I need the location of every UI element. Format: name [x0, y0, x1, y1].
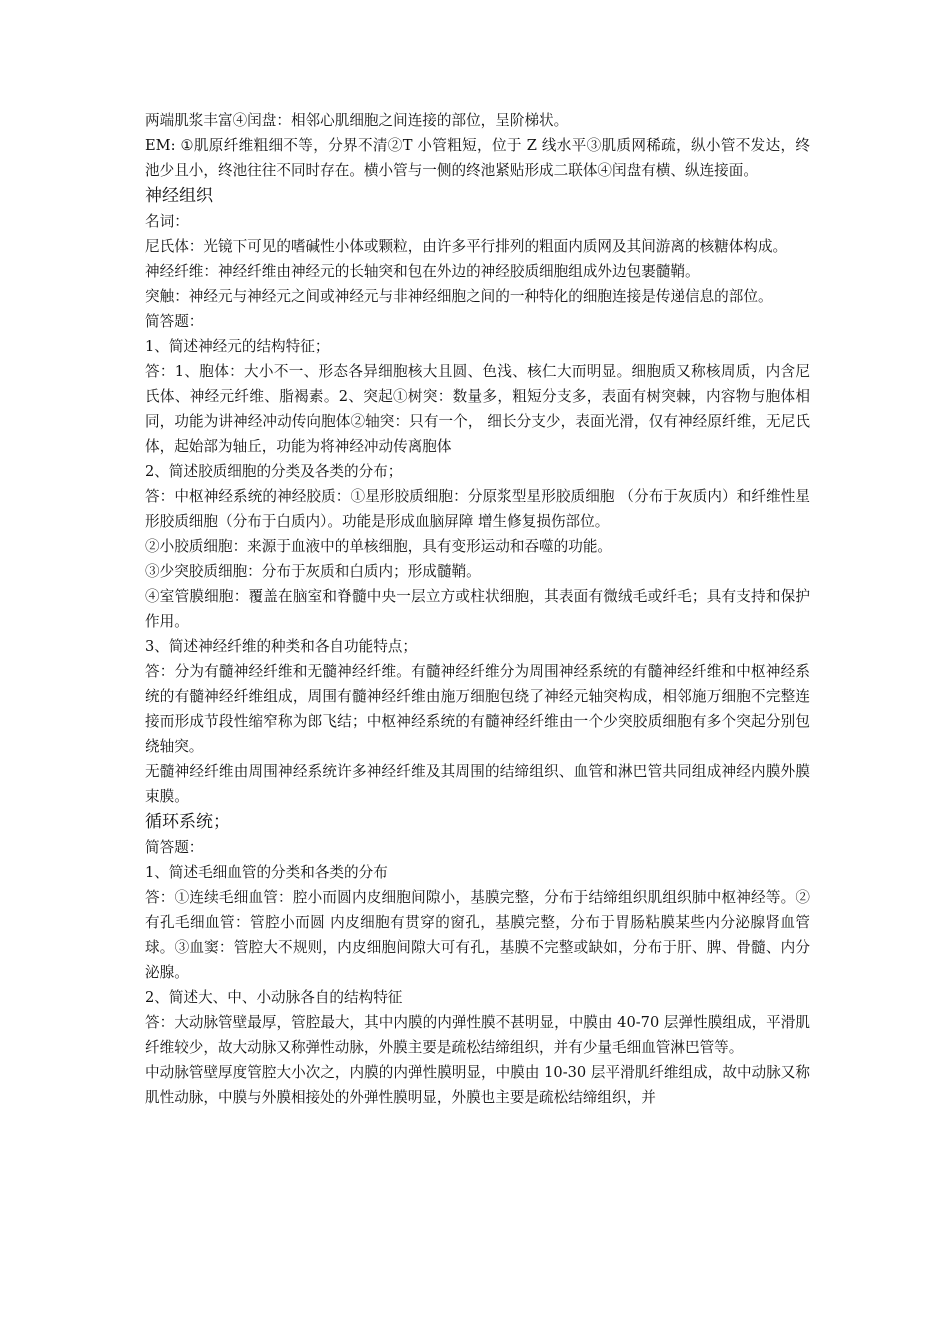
- paragraph: 简答题：: [145, 313, 204, 330]
- paragraph: 神经纤维：神经纤维由神经元的长轴突和包在外边的神经胶质细胞组成外边包裹髓鞘。: [145, 263, 700, 280]
- document-page: [145, 108, 810, 1110]
- section-heading: 神经组织: [145, 186, 213, 206]
- answer: 答：1、胞体：大小不一、形态各异细胞核大且圆、色浅、核仁大而明显。细胞质又称核周质，内含尼氏体、神经元纤维、脂褐素。2、突起①树突：数量多，粗短分支多，表面有树突棘，内容物与胞体相同，功能为讲神经冲动传向胞体②轴突：只有一个， 细长分支少，表面光滑，仅有神经原纤维，无尼氏体，起始部为轴丘，功能为将神经冲动传离胞体: [145, 363, 810, 455]
- answer: 答：①连续毛细血管：腔小而圆内皮细胞间隙小，基膜完整，分布于结缔组织肌组织肺中枢神经等。②有孔毛细血管：管腔小而圆 内皮细胞有贯穿的窗孔，基膜完整，分布于胃肠粘膜某些内分泌腺肾血管球。③血窦：管腔大不规则，内皮细胞间隙大可有孔，基膜不完整或缺如，分布于肝、脾、骨髓、内分泌腺。: [145, 889, 810, 981]
- section-heading: 循环系统；: [145, 812, 230, 832]
- answer: 答：中枢神经系统的神经胶质：①星形胶质细胞：分原浆型星形胶质细胞 （分布于灰质内）和纤维性星形胶质细胞（分布于白质内）。功能是形成血脑屏障 增生修复损伤部位。: [145, 488, 810, 530]
- question: 1、简述神经元的结构特征；: [145, 338, 330, 355]
- paragraph: 突触：神经元与神经元之间或神经元与非神经细胞之间的一种特化的细胞连接是传递信息的部位。: [145, 288, 773, 305]
- paragraph: ②小胶质细胞：来源于血液中的单核细胞，具有变形运动和吞噬的功能。: [145, 538, 613, 555]
- question: 3、简述神经纤维的种类和各自功能特点；: [145, 638, 417, 655]
- answer: 答：大动脉管壁最厚，管腔最大，其中内膜的内弹性膜不甚明显，中膜由 40-70 层弹性膜组成，平滑肌纤维较少，故大动脉又称弹性动脉，外膜主要是疏松结缔组织，并有少量毛细血管淋巴管等。: [145, 1014, 810, 1056]
- paragraph: 中动脉管壁厚度管腔大小次之，内膜的内弹性膜明显，中膜由 10-30 层平滑肌纤维组成，故中动脉又称肌性动脉，中膜与外膜相接处的外弹性膜明显，外膜也主要是疏松结缔组织，并: [145, 1064, 810, 1106]
- paragraph: ④室管膜细胞：覆盖在脑室和脊髓中央一层立方或柱状细胞，其表面有微绒毛或纤毛；具有支持和保护作用。: [145, 588, 810, 630]
- paragraph: 两端肌浆丰富④闰盘：相邻心肌细胞之间连接的部位，呈阶梯状。: [145, 112, 569, 129]
- question: 2、简述胶质细胞的分类及各类的分布；: [145, 463, 403, 480]
- question: 1、简述毛细血管的分类和各类的分布: [145, 864, 388, 881]
- paragraph: 无髓神经纤维由周围神经系统许多神经纤维及其周围的结缔组织、血管和淋巴管共同组成神经内膜外膜束膜。: [145, 763, 810, 805]
- paragraph: 名词：: [145, 213, 189, 230]
- question: 2、简述大、中、小动脉各自的结构特征: [145, 989, 403, 1006]
- paragraph: 简答题：: [145, 839, 204, 856]
- paragraph: EM: ①肌原纤维粗细不等，分界不清②T 小管粗短，位于 Z 线水平③肌质网稀疏，纵小管不发达，终池少且小，终池往往不同时存在。横小管与一侧的终池紧贴形成二联体④闰盘有横、纵连接面。: [145, 137, 810, 179]
- paragraph: 尼氏体：光镜下可见的嗜碱性小体或颗粒，由许多平行排列的粗面内质网及其间游离的核糖体构成。: [145, 238, 788, 255]
- answer: 答：分为有髓神经纤维和无髓神经纤维。有髓神经纤维分为周围神经系统的有髓神经纤维和中枢神经系统的有髓神经纤维组成，周围有髓神经纤维由施万细胞包绕了神经元轴突构成，相邻施万细胞不完整连接而形成节段性缩窄称为郎飞结；中枢神经系统的有髓神经纤维由一个少突胶质细胞有多个突起分别包绕轴突。: [145, 663, 810, 755]
- paragraph: ③少突胶质细胞：分布于灰质和白质内；形成髓鞘。: [145, 563, 481, 580]
